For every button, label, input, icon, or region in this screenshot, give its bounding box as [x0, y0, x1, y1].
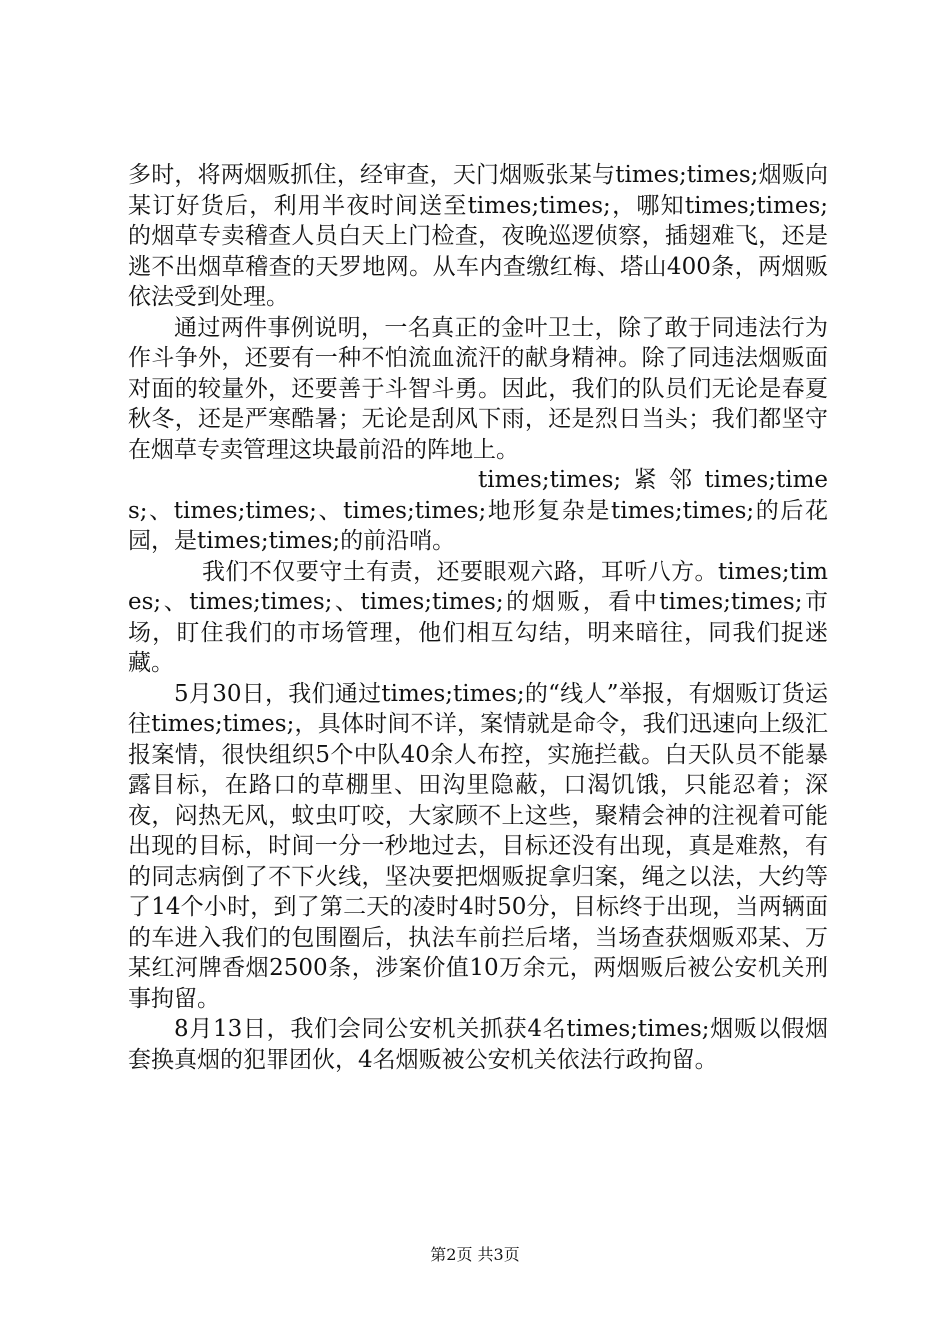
- paragraph-4: 我们不仅要守土有责，还要眼观六路，耳听八方。times;times;、times;times;、times;times;的烟贩，看中times;times;市场，盯住我们的市场管理，他们相互勾结，明来暗往，同我们捉迷藏。: [128, 558, 828, 676]
- document-body: [128, 160, 828, 1075]
- paragraph-2: 通过两件事例说明，一名真正的金叶卫士，除了敢于同违法行为作斗争外，还要有一种不怕流血流汗的献身精神。除了同违法烟贩面对面的较量外，还要善于斗智斗勇。因此，我们的队员们无论是春夏秋冬，还是严寒酷暑；无论是刮风下雨，还是烈日当头；我们都坚守在烟草专卖管理这块最前沿的阵地上。: [128, 314, 828, 463]
- paragraph-6: 8月13日，我们会同公安机关抓获4名times;times;烟贩以假烟套换真烟的犯罪团伙，4名烟贩被公安机关依法行政拘留。: [128, 1016, 828, 1073]
- page-footer: [0, 1245, 950, 1265]
- paragraph-5: 5月30日，我们通过times;times;的“线人”举报，有烟贩订货运往times;times;，具体时间不详，案情就是命令，我们迅速向上级汇报案情，很快组织5个中队40余人布控，实施拦截。白天队员不能暴露目标，在路口的草棚里、田沟里隐蔽，口渴饥饿，只能忍着；深夜，闷热无风，蚊虫叮咬，大家顾不上这些，聚精会神的注视着可能出现的目标，时间一分一秒地过去，目标还没有出现，真是难熬，有的同志病倒了不下火线，坚决要把烟贩捉拿归案，绳之以法，大约等了14个小时，到了第二天的凌时4时50分，目标终于出现，当两辆面的车进入我们的包围圈后，执法车前拦后堵，当场查获烟贩邓某、万某红河牌香烟2500条，涉案价值10万余元，两烟贩后被公安机关刑事拘留。: [128, 680, 828, 1012]
- page-number-label: 第2页 共3页: [430, 1245, 520, 1264]
- paragraph-3: times;times;紧邻times;times;、times;times;、times;times;地形复杂是times;times;的后花园，是times;times;的前沿哨。: [128, 467, 828, 554]
- paragraph-1: 多时，将两烟贩抓住，经审查，天门烟贩张某与times;times;烟贩向某订好货后，利用半夜时间送至times;times;，哪知times;times;的烟草专卖稽查人员白天上门检查，夜晚巡逻侦察，插翅难飞，还是逃不出烟草稽查的天罗地网。从车内查缴红梅、塔山400条，两烟贩依法受到处理。: [128, 162, 828, 310]
